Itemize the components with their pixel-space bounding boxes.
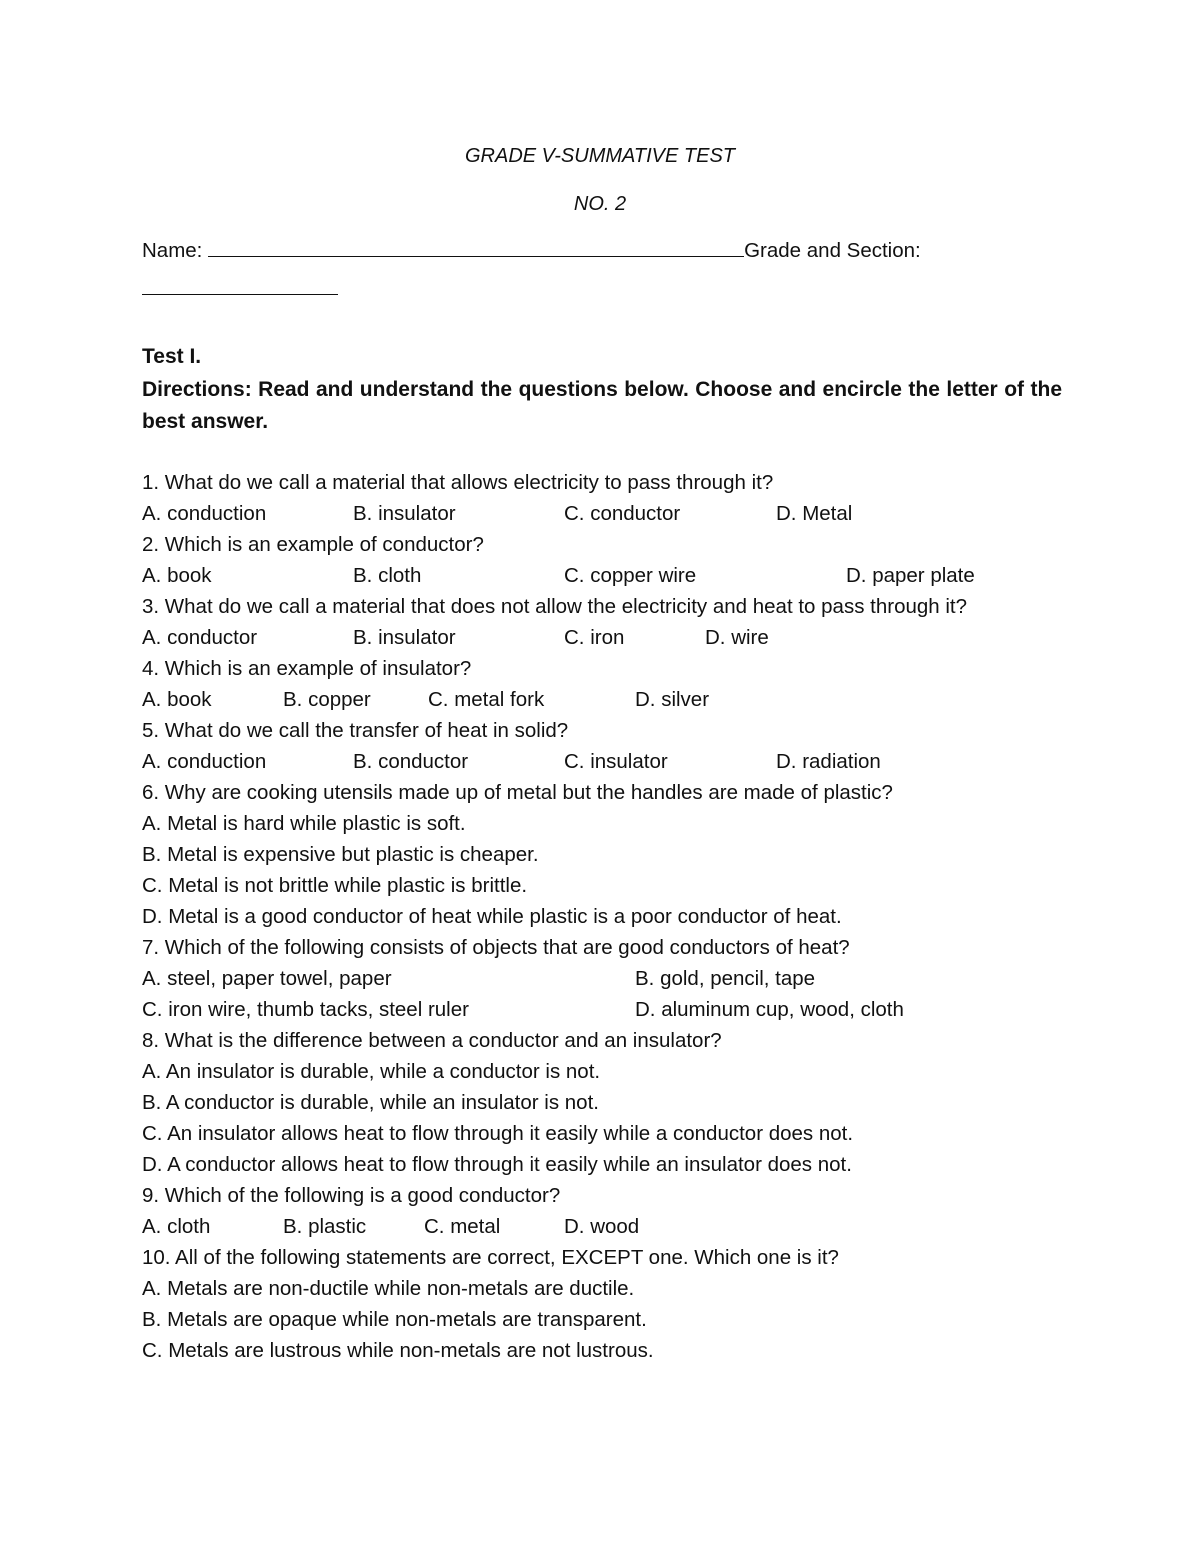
choice-7c[interactable]: C. iron wire, thumb tacks, steel ruler (142, 998, 469, 1021)
choice-7b[interactable]: B. gold, pencil, tape (635, 967, 816, 990)
question-9: 9. Which of the following is a good conductor? (142, 1184, 561, 1207)
choice-8d[interactable]: D. A conductor allows heat to flow through it easily while an insulator does not. (142, 1153, 852, 1176)
question-6: 6. Why are cooking utensils made up of metal but the handles are made of plastic? (142, 781, 893, 804)
choice-10c[interactable]: C. Metals are lustrous while non-metals are not lustrous. (142, 1339, 654, 1362)
name-line (142, 238, 921, 263)
choice-3d[interactable]: D. wire (705, 626, 769, 649)
choice-5c[interactable]: C. insulator (564, 750, 668, 773)
choice-2a[interactable]: A. book (142, 564, 212, 587)
question-3: 3. What do we call a material that does not allow the electricity and heat to pass through it? (142, 595, 968, 618)
choice-9c[interactable]: C. metal (424, 1215, 501, 1238)
choice-1d[interactable]: D. Metal (776, 502, 853, 525)
name-blank[interactable] (208, 238, 744, 257)
question-1: 1. What do we call a material that allows electricity to pass through it? (142, 471, 774, 494)
choice-6c[interactable]: C. Metal is not brittle while plastic is brittle. (142, 874, 528, 897)
choice-3b[interactable]: B. insulator (353, 626, 456, 649)
grade-section-label: Grade and Section: (744, 239, 921, 262)
question-2: 2. Which is an example of conductor? (142, 533, 484, 556)
grade-section-line (142, 276, 338, 301)
name-label: Name: (142, 239, 203, 262)
choice-4d[interactable]: D. silver (635, 688, 710, 711)
choice-2b[interactable]: B. cloth (353, 564, 422, 587)
choice-8c[interactable]: C. An insulator allows heat to flow through it easily while a conductor does not. (142, 1122, 854, 1145)
choice-7d[interactable]: D. aluminum cup, wood, cloth (635, 998, 904, 1021)
choice-3a[interactable]: A. conductor (142, 626, 258, 649)
choice-5b[interactable]: B. conductor (353, 750, 469, 773)
choice-1b[interactable]: B. insulator (353, 502, 456, 525)
choice-4c[interactable]: C. metal fork (428, 688, 545, 711)
question-7: 7. Which of the following consists of objects that are good conductors of heat? (142, 936, 850, 959)
choice-2c[interactable]: C. copper wire (564, 564, 697, 587)
choice-3c[interactable]: C. iron (564, 626, 625, 649)
test-heading: Test I. (142, 345, 202, 368)
choice-5d[interactable]: D. radiation (776, 750, 881, 773)
question-8: 8. What is the difference between a conductor and an insulator? (142, 1029, 722, 1052)
choice-6b[interactable]: B. Metal is expensive but plastic is cheaper. (142, 843, 539, 866)
test-title: GRADE V-SUMMATIVE TEST (464, 145, 736, 167)
choice-4a[interactable]: A. book (142, 688, 212, 711)
grade-section-blank[interactable] (142, 276, 338, 295)
choice-5a[interactable]: A. conduction (142, 750, 267, 773)
choice-7a[interactable]: A. steel, paper towel, paper (142, 967, 392, 990)
test-number: NO. 2 (573, 193, 627, 215)
choice-6d[interactable]: D. Metal is a good conductor of heat while plastic is a poor conductor of heat. (142, 905, 842, 928)
directions: Directions: Read and understand the questions below. Choose and encircle the letter of the best answer. (142, 378, 1062, 433)
choice-8b[interactable]: B. A conductor is durable, while an insulator is not. (142, 1091, 599, 1114)
choice-1a[interactable]: A. conduction (142, 502, 267, 525)
choice-9d[interactable]: D. wood (564, 1215, 640, 1238)
choice-2d[interactable]: D. paper plate (846, 564, 975, 587)
choice-9a[interactable]: A. cloth (142, 1215, 211, 1238)
choice-8a[interactable]: A. An insulator is durable, while a conductor is not. (142, 1060, 601, 1083)
choice-6a[interactable]: A. Metal is hard while plastic is soft. (142, 812, 466, 835)
choice-10b[interactable]: B. Metals are opaque while non-metals are transparent. (142, 1308, 647, 1331)
choice-9b[interactable]: B. plastic (283, 1215, 367, 1238)
choice-10a[interactable]: A. Metals are non-ductile while non-metals are ductile. (142, 1277, 635, 1300)
question-10: 10. All of the following statements are correct, EXCEPT one. Which one is it? (142, 1246, 839, 1269)
choice-1c[interactable]: C. conductor (564, 502, 681, 525)
choice-4b[interactable]: B. copper (283, 688, 371, 711)
question-4: 4. Which is an example of insulator? (142, 657, 472, 680)
question-5: 5. What do we call the transfer of heat in solid? (142, 719, 569, 742)
